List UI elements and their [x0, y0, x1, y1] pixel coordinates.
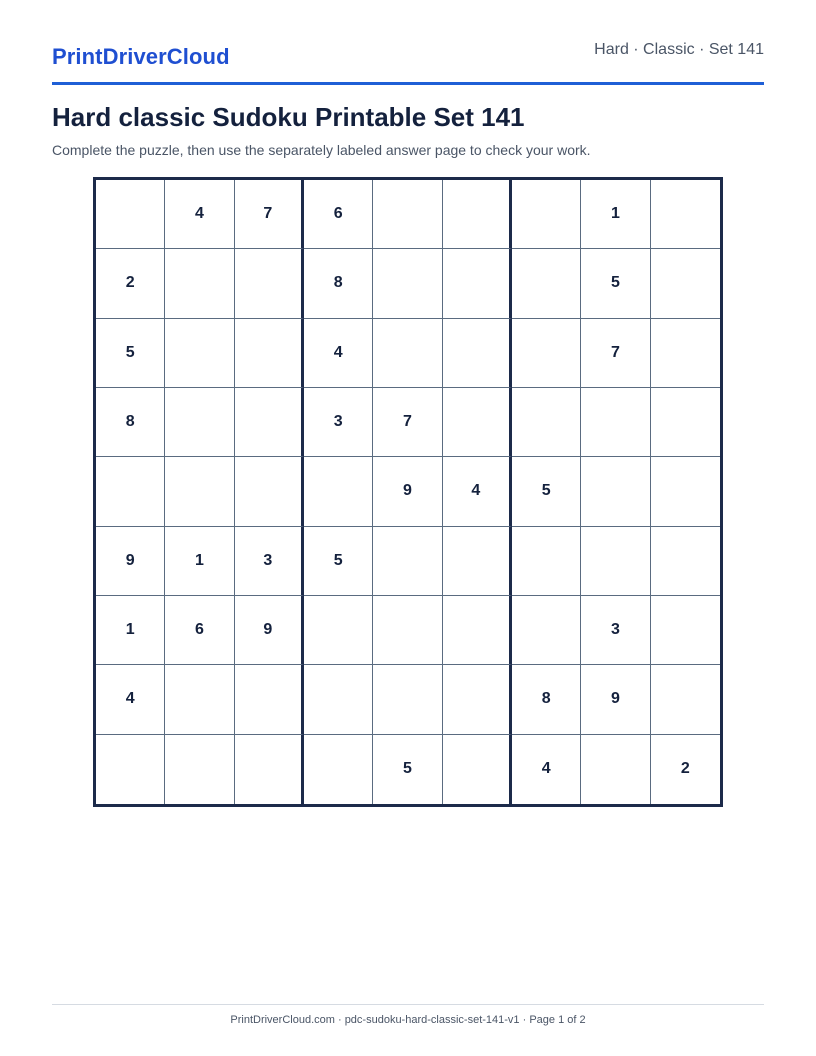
page-title: Hard classic Sudoku Printable Set 141: [52, 102, 525, 132]
sudoku-cell: [165, 388, 234, 457]
sudoku-cell: [96, 457, 165, 526]
sudoku-cell: 5: [512, 457, 581, 526]
page-subtitle: Complete the puzzle, then use the separately labeled answer page to check your work.: [52, 142, 591, 158]
sudoku-cell: [96, 735, 165, 804]
sudoku-cell: [651, 180, 720, 249]
sudoku-cell: [235, 388, 304, 457]
sudoku-cell: [373, 249, 442, 318]
sudoku-cell: 7: [373, 388, 442, 457]
sudoku-cell: [651, 527, 720, 596]
sudoku-cell: 1: [165, 527, 234, 596]
sudoku-cell: [512, 319, 581, 388]
header-divider: [52, 82, 764, 85]
sudoku-cell: 2: [96, 249, 165, 318]
sudoku-cell: [373, 319, 442, 388]
sudoku-cell: [373, 527, 442, 596]
sudoku-cell: [304, 596, 373, 665]
brand-logo: PrintDriverCloud: [52, 44, 230, 69]
sudoku-cell: [373, 180, 442, 249]
sudoku-cell: 9: [235, 596, 304, 665]
sudoku-cell: [512, 596, 581, 665]
sudoku-cell: [443, 388, 512, 457]
sudoku-cell: [304, 457, 373, 526]
sudoku-cell: [373, 596, 442, 665]
sudoku-cell: 7: [581, 319, 650, 388]
sudoku-cell: 4: [512, 735, 581, 804]
sudoku-cell: [165, 319, 234, 388]
sudoku-cell: 9: [581, 665, 650, 734]
sudoku-cell: [235, 249, 304, 318]
sudoku-cell: 4: [304, 319, 373, 388]
puzzle-meta: Hard · Classic · Set 141: [594, 41, 764, 58]
sudoku-cell: [512, 249, 581, 318]
sudoku-cell: 5: [96, 319, 165, 388]
sudoku-cell: [304, 735, 373, 804]
sudoku-cell: [235, 457, 304, 526]
sudoku-cell: 4: [96, 665, 165, 734]
sudoku-cell: 5: [581, 249, 650, 318]
sudoku-cell: 5: [373, 735, 442, 804]
sudoku-cell: 8: [96, 388, 165, 457]
sudoku-cell: 8: [512, 665, 581, 734]
sudoku-cell: 8: [304, 249, 373, 318]
sudoku-cell: [165, 735, 234, 804]
sudoku-cell: 5: [304, 527, 373, 596]
sudoku-cell: [581, 735, 650, 804]
sudoku-cell: 4: [443, 457, 512, 526]
sudoku-cell: [443, 180, 512, 249]
sudoku-cell: [651, 665, 720, 734]
sudoku-cell: 9: [373, 457, 442, 526]
sudoku-cell: [165, 457, 234, 526]
sudoku-cell: [443, 665, 512, 734]
sudoku-cell: [235, 665, 304, 734]
sudoku-cell: 1: [581, 180, 650, 249]
sudoku-cell: [512, 527, 581, 596]
sudoku-cell: [581, 527, 650, 596]
sudoku-cell: [235, 319, 304, 388]
sudoku-cell: [304, 665, 373, 734]
sudoku-cell: [581, 457, 650, 526]
sudoku-cell: 4: [165, 180, 234, 249]
sudoku-cell: 7: [235, 180, 304, 249]
sudoku-cell: 2: [680, 760, 690, 778]
sudoku-cell: [443, 596, 512, 665]
sudoku-cell: 6: [165, 596, 234, 665]
sudoku-cell: 3: [235, 527, 304, 596]
sudoku-cell: [651, 249, 720, 318]
sudoku-cell: 3: [304, 388, 373, 457]
sudoku-cell: [443, 527, 512, 596]
page-footer: PrintDriverCloud.com · pdc-sudoku-hard-classic-set-141-v1 · Page 1 of 2: [230, 1014, 586, 1026]
sudoku-cell: [651, 596, 720, 665]
sudoku-cell: [96, 180, 165, 249]
footer-divider: [52, 1004, 764, 1005]
sudoku-cell: [443, 735, 512, 804]
sudoku-cell: [235, 735, 304, 804]
sudoku-cell: [512, 388, 581, 457]
sudoku-cell: [651, 457, 720, 526]
sudoku-cell: [651, 388, 720, 457]
sudoku-cell: 6: [304, 180, 373, 249]
sudoku-cell: [165, 249, 234, 318]
sudoku-cell: [443, 319, 512, 388]
sudoku-cell: [651, 319, 720, 388]
sudoku-grid: [93, 177, 723, 807]
sudoku-cell: [165, 665, 234, 734]
sudoku-cell: 3: [581, 596, 650, 665]
sudoku-cell: [512, 180, 581, 249]
sudoku-cell: [443, 249, 512, 318]
sudoku-cell: [581, 388, 650, 457]
sudoku-cell: [373, 665, 442, 734]
sudoku-cell: 9: [96, 527, 165, 596]
sudoku-cell: 1: [96, 596, 165, 665]
